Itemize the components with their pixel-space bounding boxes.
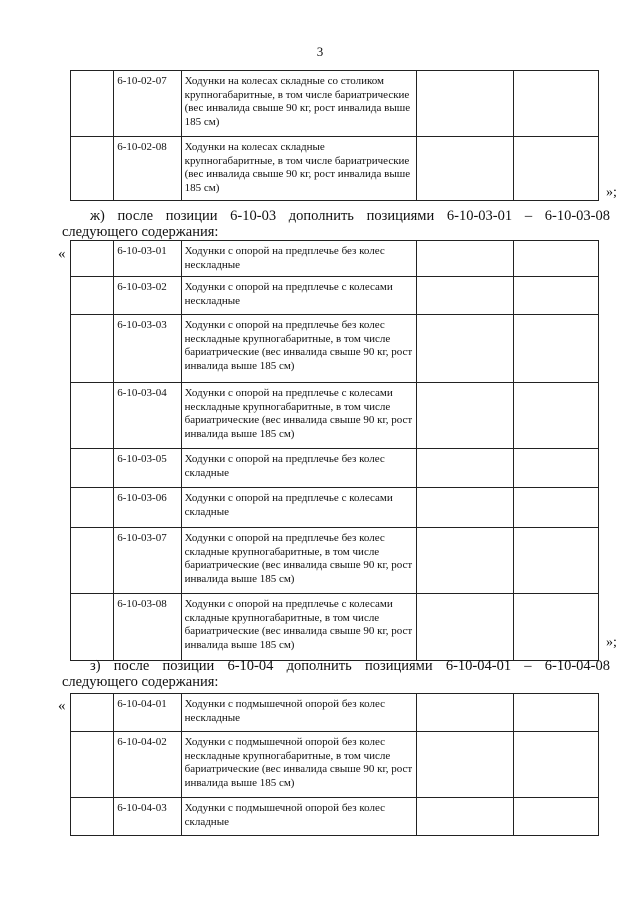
paragraph-zh-line2: следующего содержания:	[62, 224, 219, 240]
empty-cell	[416, 315, 514, 383]
position-name: Ходунки с опорой на предплечье с колесами складные крупногабаритные, в том числе бариатрические (вес инвалида свыше 90 кг, рост инвалида выше 185 см)	[181, 594, 416, 661]
empty-cell	[416, 241, 514, 277]
empty-cell	[71, 694, 114, 732]
empty-cell	[514, 732, 599, 798]
position-code: 6-10-03-08	[114, 594, 181, 661]
table-row	[71, 488, 599, 528]
empty-cell	[71, 528, 114, 594]
position-name: Ходунки с опорой на предплечье с колесами нескладные крупногабаритные, в том числе бариатрические (вес инвалида свыше 90 кг, рост инвалида выше 185 см)	[181, 383, 416, 449]
paragraph-zh	[62, 208, 610, 240]
position-code: 6-10-03-07	[114, 528, 181, 594]
empty-cell	[514, 798, 599, 836]
empty-cell	[416, 694, 514, 732]
empty-cell	[416, 137, 514, 201]
empty-cell	[514, 528, 599, 594]
table-row	[71, 594, 599, 661]
table-row	[71, 798, 599, 836]
table-row	[71, 71, 599, 137]
empty-cell	[71, 137, 114, 201]
empty-cell	[416, 732, 514, 798]
empty-cell	[514, 383, 599, 449]
position-name: Ходунки на колесах складные крупногабаритные, в том числе бариатрические (вес инвалида свыше 90 кг, рост инвалида выше 185 см)	[181, 137, 416, 201]
empty-cell	[416, 798, 514, 836]
table-row	[71, 277, 599, 315]
opening-quote: «	[58, 698, 66, 714]
position-code: 6-10-03-03	[114, 315, 181, 383]
paragraph-z	[62, 658, 610, 690]
table-row	[71, 241, 599, 277]
empty-cell	[71, 383, 114, 449]
table-row	[71, 732, 599, 798]
position-name: Ходунки с опорой на предплечье без колес нескладные	[181, 241, 416, 277]
paragraph-z-line2: следующего содержания:	[62, 674, 219, 690]
position-code: 6-10-03-04	[114, 383, 181, 449]
empty-cell	[514, 594, 599, 661]
table-row	[71, 694, 599, 732]
empty-cell	[514, 71, 599, 137]
empty-cell	[514, 449, 599, 488]
empty-cell	[71, 594, 114, 661]
position-name: Ходунки с подмышечной опорой без колес нескладные	[181, 694, 416, 732]
empty-cell	[416, 528, 514, 594]
empty-cell	[71, 732, 114, 798]
empty-cell	[514, 694, 599, 732]
empty-cell	[71, 449, 114, 488]
position-name: Ходунки с опорой на предплечье с колесами складные	[181, 488, 416, 528]
empty-cell	[416, 488, 514, 528]
empty-cell	[514, 277, 599, 315]
empty-cell	[71, 488, 114, 528]
table-section-3	[70, 693, 599, 836]
table-section-1	[70, 70, 599, 201]
table-row	[71, 137, 599, 201]
position-code: 6-10-03-05	[114, 449, 181, 488]
empty-cell	[416, 383, 514, 449]
empty-cell	[514, 241, 599, 277]
empty-cell	[416, 277, 514, 315]
empty-cell	[71, 277, 114, 315]
position-code: 6-10-04-02	[114, 732, 181, 798]
position-name: Ходунки с опорой на предплечье с колесами нескладные	[181, 277, 416, 315]
empty-cell	[416, 594, 514, 661]
position-code: 6-10-03-01	[114, 241, 181, 277]
closing-quote: »;	[606, 185, 617, 200]
position-code: 6-10-03-06	[114, 488, 181, 528]
position-name: Ходунки с подмышечной опорой без колес нескладные крупногабаритные, в том числе бариатрические (вес инвалида свыше 90 кг, рост инвалида выше 185 см)	[181, 732, 416, 798]
position-name: Ходунки с опорой на предплечье без колес складные крупногабаритные, в том числе бариатрические (вес инвалида свыше 90 кг, рост инвалида выше 185 см)	[181, 528, 416, 594]
table-row	[71, 315, 599, 383]
empty-cell	[416, 449, 514, 488]
position-code: 6-10-02-07	[114, 71, 181, 137]
opening-quote: «	[58, 246, 66, 262]
position-code: 6-10-03-02	[114, 277, 181, 315]
closing-quote: »;	[606, 635, 617, 650]
position-code: 6-10-04-01	[114, 694, 181, 732]
empty-cell	[416, 71, 514, 137]
paragraph-z-line1: з) после позиции 6-10-04 дополнить позициями 6-10-04-01 – 6-10-04-08	[90, 658, 610, 674]
page-number: 3	[316, 44, 324, 59]
position-name: Ходунки на колесах складные со столиком крупногабаритные, в том числе бариатрические (вес инвалида свыше 90 кг, рост инвалида выше 185 см)	[181, 71, 416, 137]
position-name: Ходунки с опорой на предплечье без колес нескладные крупногабаритные, в том числе бариатрические (вес инвалида свыше 90 кг, рост инвалида выше 185 см)	[181, 315, 416, 383]
position-name: Ходунки с подмышечной опорой без колес складные	[181, 798, 416, 836]
table-section-2	[70, 240, 599, 661]
position-code: 6-10-02-08	[114, 137, 181, 201]
position-name: Ходунки с опорой на предплечье без колес складные	[181, 449, 416, 488]
empty-cell	[514, 488, 599, 528]
table-row	[71, 528, 599, 594]
empty-cell	[514, 137, 599, 201]
paragraph-zh-line1: ж) после позиции 6-10-03 дополнить позициями 6-10-03-01 – 6-10-03-08	[90, 208, 610, 224]
empty-cell	[71, 71, 114, 137]
empty-cell	[71, 798, 114, 836]
empty-cell	[71, 315, 114, 383]
position-code: 6-10-04-03	[114, 798, 181, 836]
table-row	[71, 449, 599, 488]
empty-cell	[514, 315, 599, 383]
table-row	[71, 383, 599, 449]
empty-cell	[71, 241, 114, 277]
